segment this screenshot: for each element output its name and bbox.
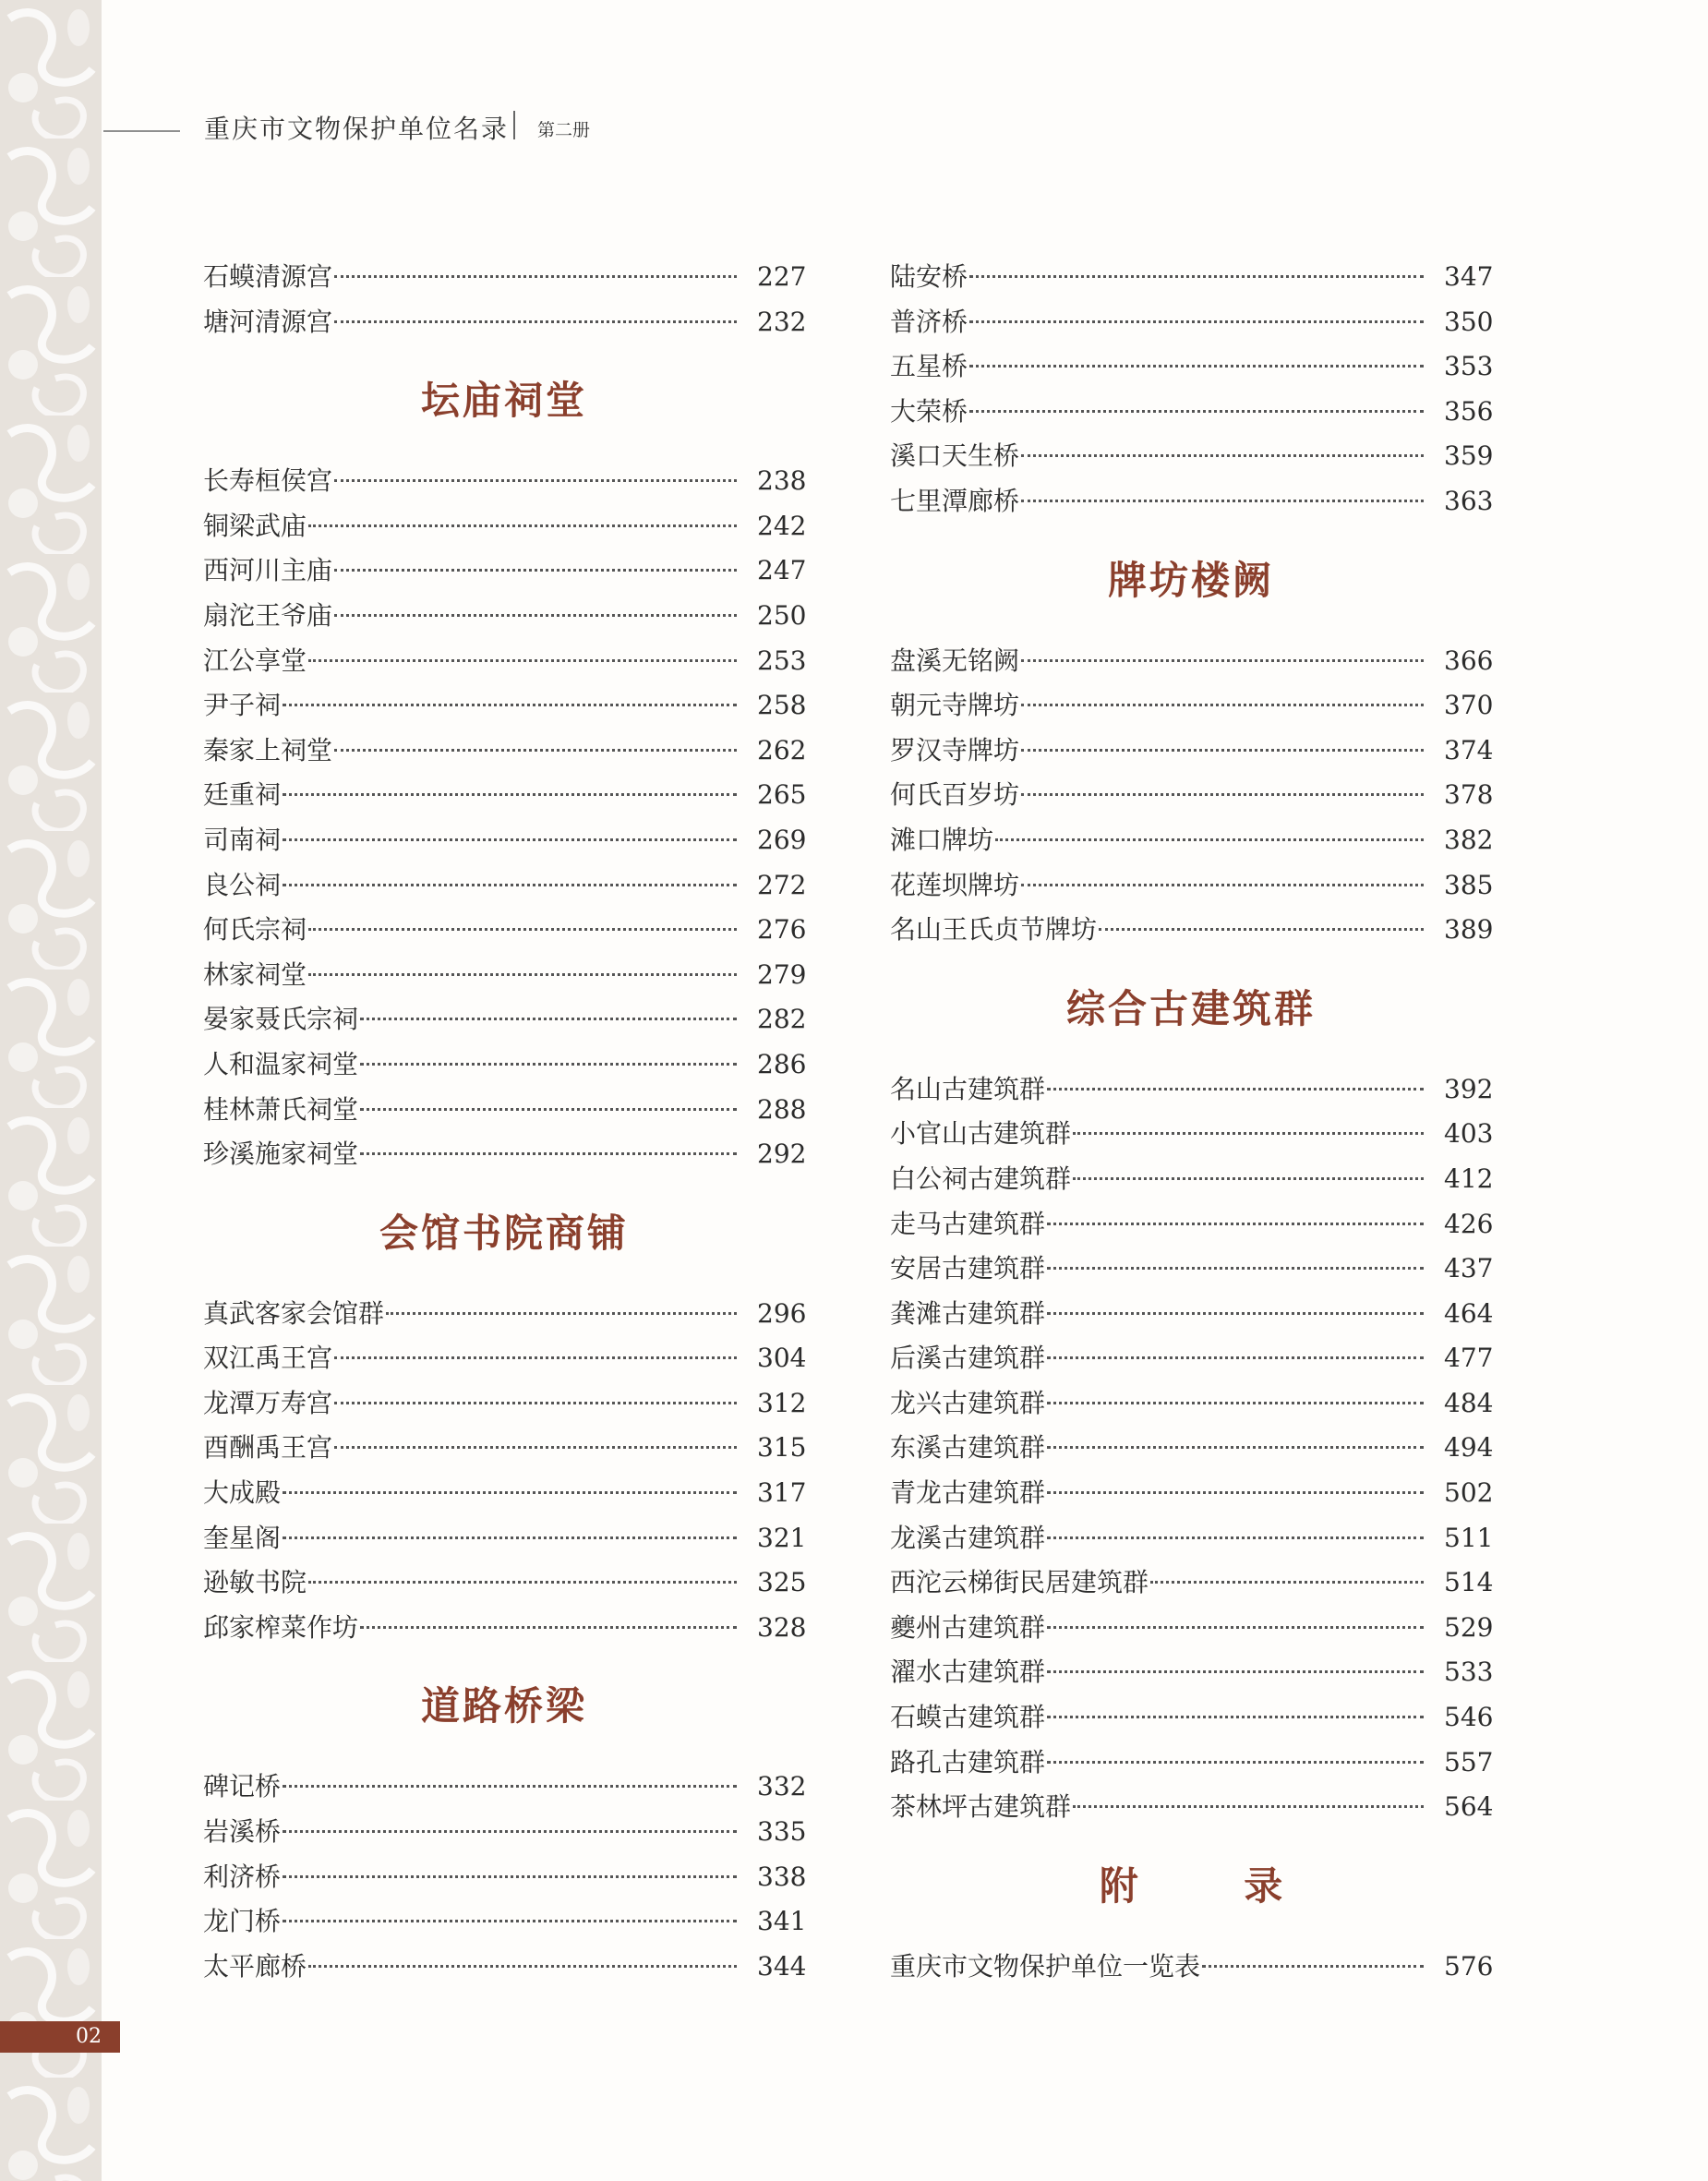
toc-entry-title: 真武客家会馆群 — [203, 1297, 385, 1329]
toc-entry[interactable] — [203, 594, 805, 639]
toc-entry-title: 良公祠 — [203, 869, 282, 900]
toc-entry-page: 374 — [1444, 734, 1494, 765]
dot-leader — [1021, 500, 1424, 502]
header-separator — [513, 111, 515, 139]
toc-entry-page: 385 — [1444, 869, 1494, 900]
dot-leader — [1047, 1446, 1424, 1449]
toc-entry[interactable] — [203, 548, 805, 594]
toc-entry[interactable] — [890, 1471, 1492, 1516]
toc-entry-page: 276 — [757, 914, 807, 946]
dot-leader — [308, 524, 737, 527]
dot-leader — [283, 1536, 737, 1539]
toc-entry-page: 564 — [1444, 1791, 1494, 1823]
section-heading: 牌坊楼阙 — [1107, 557, 1274, 603]
toc-entry[interactable] — [203, 1765, 805, 1810]
toc-entry-title: 龙兴古建筑群 — [890, 1387, 1046, 1418]
toc-entry-page: 477 — [1444, 1343, 1494, 1374]
toc-entry[interactable] — [890, 1516, 1492, 1561]
toc-entry-title: 碑记桥 — [203, 1771, 282, 1802]
dot-leader — [334, 320, 737, 323]
dot-leader — [334, 1356, 737, 1359]
toc-entry[interactable] — [203, 1381, 805, 1427]
toc-entry-page: 484 — [1444, 1387, 1494, 1418]
toc-entry-title: 人和温家祠堂 — [203, 1048, 359, 1079]
page-number: 02 — [76, 2025, 102, 2048]
toc-entry-page: 370 — [1444, 690, 1494, 721]
toc-entry-page: 403 — [1444, 1118, 1494, 1150]
toc-entry-title: 奎星阁 — [203, 1522, 282, 1553]
toc-entry[interactable] — [890, 479, 1492, 524]
volume-label: 第二册 — [537, 120, 591, 140]
toc-entry-page: 347 — [1444, 261, 1494, 292]
dot-leader — [1073, 1805, 1424, 1808]
toc-entry-page: 258 — [757, 690, 807, 721]
toc-entry-page: 279 — [757, 958, 807, 990]
toc-entry-page: 238 — [757, 465, 807, 497]
toc-entry[interactable] — [890, 818, 1492, 863]
toc-entry[interactable] — [890, 1650, 1492, 1695]
toc-entry-page: 359 — [1444, 440, 1494, 472]
toc-entry-title: 长寿桓侯宫 — [203, 465, 333, 497]
dot-leader — [1047, 1267, 1424, 1270]
toc-entry-page: 576 — [1444, 1950, 1494, 1982]
toc-entry-title: 龚滩古建筑群 — [890, 1297, 1046, 1329]
toc-entry-page: 533 — [1444, 1657, 1494, 1688]
dot-leader — [334, 749, 737, 752]
toc-entry-title: 普济桥 — [890, 306, 968, 337]
toc-entry-page: 344 — [757, 1950, 807, 1982]
toc-entry[interactable] — [890, 1945, 1492, 1990]
toc-entry-page: 341 — [757, 1906, 807, 1937]
dot-leader — [308, 659, 737, 662]
toc-entry[interactable] — [890, 1112, 1492, 1157]
toc-entry-title: 双江禹王宫 — [203, 1343, 333, 1374]
toc-entry-page: 502 — [1444, 1477, 1494, 1509]
section-heading: 道路桥梁 — [420, 1683, 587, 1729]
toc-entry[interactable] — [203, 818, 805, 863]
dot-leader — [283, 704, 737, 706]
toc-entry[interactable] — [890, 255, 1492, 300]
toc-entry-page: 529 — [1444, 1611, 1494, 1643]
dot-leader — [969, 275, 1424, 278]
toc-entry-page: 389 — [1444, 914, 1494, 946]
toc-entry-title: 后溪古建筑群 — [890, 1343, 1046, 1374]
toc-entry-page: 227 — [757, 261, 807, 292]
dot-leader — [308, 928, 737, 931]
toc-entry-title: 青龙古建筑群 — [890, 1477, 1046, 1509]
toc-entry[interactable] — [203, 1426, 805, 1471]
toc-entry[interactable] — [890, 1067, 1492, 1113]
toc-entry-page: 332 — [757, 1771, 807, 1802]
toc-entry-title: 西沱云梯街民居建筑群 — [890, 1567, 1149, 1598]
toc-entry-title: 东溪古建筑群 — [890, 1432, 1046, 1464]
dot-leader — [334, 569, 737, 572]
toc-entry-page: 272 — [757, 869, 807, 900]
dot-leader — [283, 1875, 737, 1878]
dot-leader — [360, 1152, 737, 1155]
toc-entry-title: 走马古建筑群 — [890, 1208, 1046, 1239]
toc-entry-title: 龙门桥 — [203, 1906, 282, 1937]
toc-entry[interactable] — [890, 863, 1492, 909]
toc-entry-title: 太平廊桥 — [203, 1950, 307, 1982]
toc-entry-title: 塘河清源宫 — [203, 306, 333, 337]
toc-entry-page: 286 — [757, 1048, 807, 1079]
toc-entry-title: 七里潭廊桥 — [890, 485, 1020, 516]
toc-entry-page: 304 — [757, 1343, 807, 1374]
toc-entry-page: 317 — [757, 1477, 807, 1509]
dot-leader — [995, 838, 1424, 841]
toc-entry-page: 232 — [757, 306, 807, 337]
toc-right-column — [890, 255, 1492, 1989]
dot-leader — [334, 479, 737, 482]
dot-leader — [1021, 704, 1424, 706]
toc-entry-title: 秦家上祠堂 — [203, 734, 333, 765]
toc-entry-page: 321 — [757, 1522, 807, 1553]
toc-entry-page: 382 — [1444, 824, 1494, 855]
book-title: 重庆市文物保护单位名录 — [204, 114, 510, 144]
toc-entry-title: 滩口牌坊 — [890, 824, 994, 855]
toc-entry-title: 龙溪古建筑群 — [890, 1522, 1046, 1553]
toc-entry[interactable] — [203, 1088, 805, 1133]
dot-leader — [308, 1581, 737, 1584]
toc-entry-title: 罗汉寺牌坊 — [890, 734, 1020, 765]
header-rule — [103, 130, 180, 132]
toc-entry-title: 濯水古建筑群 — [890, 1657, 1046, 1688]
dot-leader — [283, 1830, 737, 1833]
dot-leader — [1202, 1965, 1424, 1968]
toc-entry[interactable] — [890, 1381, 1492, 1427]
dot-leader — [969, 320, 1424, 323]
toc-entry-page: 325 — [757, 1567, 807, 1598]
toc-entry[interactable] — [203, 953, 805, 998]
dot-leader — [1021, 454, 1424, 457]
toc-entry-title: 何氏宗祠 — [203, 914, 307, 946]
dot-leader — [1047, 1536, 1424, 1539]
toc-entry-title: 司南祠 — [203, 824, 282, 855]
section-heading: 综合古建筑群 — [1065, 985, 1316, 1031]
floral-pattern-icon — [0, 0, 102, 2181]
toc-entry-title: 石蟆清源宫 — [203, 261, 333, 292]
dot-leader — [308, 1965, 737, 1968]
toc-entry[interactable] — [890, 434, 1492, 479]
dot-leader — [334, 1402, 737, 1404]
section-heading: 附 录 — [1099, 1862, 1329, 1909]
toc-entry-title: 大荣桥 — [890, 395, 968, 427]
toc-entry[interactable] — [203, 1336, 805, 1381]
toc-entry[interactable] — [203, 1516, 805, 1561]
toc-entry-title: 路孔古建筑群 — [890, 1746, 1046, 1777]
page-number-badge — [0, 2021, 120, 2053]
toc-entry-page: 412 — [1444, 1163, 1494, 1194]
toc-entry-title: 利济桥 — [203, 1861, 282, 1892]
toc-entry[interactable] — [890, 1426, 1492, 1471]
dot-leader — [1047, 1223, 1424, 1225]
toc-entry-title: 名山古建筑群 — [890, 1073, 1046, 1104]
toc-entry-page: 366 — [1444, 645, 1494, 676]
toc-entry[interactable] — [890, 390, 1492, 435]
toc-entry-page: 350 — [1444, 306, 1494, 337]
dot-leader — [1047, 1626, 1424, 1629]
toc-entry-page: 356 — [1444, 395, 1494, 427]
toc-entry-page: 247 — [757, 555, 807, 586]
toc-entry[interactable] — [890, 639, 1492, 684]
toc-entry-title: 安居古建筑群 — [890, 1253, 1046, 1284]
dot-leader — [1021, 659, 1424, 662]
toc-entry-page: 557 — [1444, 1746, 1494, 1777]
toc-entry[interactable] — [890, 1560, 1492, 1606]
dot-leader — [1047, 1761, 1424, 1764]
toc-entry-title: 逊敏书院 — [203, 1567, 307, 1598]
toc-entry-title: 晏家聂氏宗祠 — [203, 1004, 359, 1035]
toc-entry-page: 262 — [757, 734, 807, 765]
toc-entry[interactable] — [203, 1132, 805, 1177]
toc-entry-title: 龙潭万寿宫 — [203, 1387, 333, 1418]
dot-leader — [1150, 1581, 1424, 1584]
toc-entry[interactable] — [203, 997, 805, 1042]
toc-entry[interactable] — [890, 1247, 1492, 1292]
toc-entry-page: 353 — [1444, 351, 1494, 382]
dot-leader — [283, 1785, 737, 1788]
toc-entry[interactable] — [890, 729, 1492, 774]
toc-entry-page: 253 — [757, 645, 807, 676]
toc-entry-title: 大成殿 — [203, 1477, 282, 1509]
toc-entry-title: 小官山古建筑群 — [890, 1118, 1072, 1150]
toc-entry-page: 328 — [757, 1611, 807, 1643]
toc-entry-page: 296 — [757, 1297, 807, 1329]
toc-entry-page: 292 — [757, 1139, 807, 1170]
toc-entry[interactable] — [890, 1202, 1492, 1247]
toc-entry-title: 五星桥 — [890, 351, 968, 382]
toc-entry-title: 林家祠堂 — [203, 958, 307, 990]
toc-entry-page: 514 — [1444, 1567, 1494, 1598]
toc-entry[interactable] — [203, 1042, 805, 1088]
dot-leader — [360, 1018, 737, 1020]
toc-entry[interactable] — [203, 1945, 805, 1990]
toc-entry-page: 265 — [757, 779, 807, 811]
toc-entry-page: 242 — [757, 510, 807, 541]
dot-leader — [1047, 1716, 1424, 1718]
dot-leader — [283, 1920, 737, 1922]
toc-entry[interactable] — [890, 1741, 1492, 1786]
toc-entry-page: 392 — [1444, 1073, 1494, 1104]
dot-leader — [1047, 1088, 1424, 1090]
toc-entry[interactable] — [203, 1471, 805, 1516]
toc-entry-title: 廷重祠 — [203, 779, 282, 811]
toc-entry[interactable] — [203, 639, 805, 684]
toc-entry-page: 363 — [1444, 485, 1494, 516]
toc-entry-page: 546 — [1444, 1702, 1494, 1733]
toc-entry-title: 西河川主庙 — [203, 555, 333, 586]
dot-leader — [1047, 1491, 1424, 1494]
section-heading: 坛庙祠堂 — [420, 378, 587, 424]
toc-entry[interactable] — [203, 773, 805, 818]
toc-entry-title: 重庆市文物保护单位一览表 — [890, 1950, 1201, 1982]
toc-entry-title: 桂林萧氏祠堂 — [203, 1093, 359, 1125]
toc-entry[interactable] — [890, 300, 1492, 345]
dot-leader — [1073, 1132, 1424, 1135]
toc-entry-title: 石蟆古建筑群 — [890, 1702, 1046, 1733]
toc-entry-page: 437 — [1444, 1253, 1494, 1284]
toc-entry[interactable] — [203, 1560, 805, 1606]
toc-entry-page: 315 — [757, 1432, 807, 1464]
toc-entry-page: 282 — [757, 1004, 807, 1035]
toc-entry-title: 朝元寺牌坊 — [890, 690, 1020, 721]
section-heading: 会馆书院商铺 — [379, 1210, 629, 1256]
dot-leader — [360, 1626, 737, 1629]
toc-entry[interactable] — [890, 773, 1492, 818]
toc-entry-title: 陆安桥 — [890, 261, 968, 292]
toc-entry-title: 珍溪施家祠堂 — [203, 1139, 359, 1170]
toc-entry[interactable] — [203, 504, 805, 549]
toc-entry[interactable] — [203, 729, 805, 774]
dot-leader — [283, 838, 737, 841]
toc-entry[interactable] — [890, 1157, 1492, 1202]
toc-entry-title: 岩溪桥 — [203, 1816, 282, 1848]
toc-entry-title: 溪口天生桥 — [890, 440, 1020, 472]
toc-entry-page: 511 — [1444, 1522, 1494, 1553]
toc-entry-page: 250 — [757, 599, 807, 631]
toc-entry-page: 288 — [757, 1093, 807, 1125]
toc-entry-title: 邱家榨菜作坊 — [203, 1611, 359, 1643]
toc-entry[interactable] — [203, 863, 805, 909]
toc-entry-page: 338 — [757, 1861, 807, 1892]
toc-entry[interactable] — [890, 683, 1492, 729]
toc-entry[interactable] — [890, 344, 1492, 390]
dot-leader — [308, 973, 737, 976]
dot-leader — [360, 1108, 737, 1111]
toc-entry[interactable] — [203, 908, 805, 953]
toc-entry[interactable] — [203, 459, 805, 504]
dot-leader — [334, 1446, 737, 1449]
toc-entry-title: 夔州古建筑群 — [890, 1611, 1046, 1643]
toc-entry-title: 江公享堂 — [203, 645, 307, 676]
dot-leader — [360, 1063, 737, 1066]
dot-leader — [1021, 884, 1424, 886]
dot-leader — [283, 1491, 737, 1494]
toc-entry-title: 何氏百岁坊 — [890, 779, 1020, 811]
dot-leader — [334, 275, 737, 278]
toc-entry[interactable] — [203, 300, 805, 345]
toc-entry-page: 312 — [757, 1387, 807, 1418]
toc-entry[interactable] — [890, 1292, 1492, 1337]
toc-entry[interactable] — [203, 1899, 805, 1945]
toc-entry[interactable] — [203, 1810, 805, 1855]
toc-entry[interactable] — [203, 1292, 805, 1337]
toc-entry-page: 464 — [1444, 1297, 1494, 1329]
toc-entry-title: 茶林坪古建筑群 — [890, 1791, 1072, 1823]
toc-entry[interactable] — [203, 1855, 805, 1900]
toc-entry-page: 494 — [1444, 1432, 1494, 1464]
toc-entry[interactable] — [890, 908, 1492, 953]
dot-leader — [1021, 793, 1424, 796]
toc-left-column — [203, 255, 805, 1989]
toc-entry-title: 盘溪无铭阙 — [890, 645, 1020, 676]
dot-leader — [1047, 1312, 1424, 1315]
dot-leader — [1047, 1402, 1424, 1404]
toc-entry-page: 335 — [757, 1816, 807, 1848]
toc-entry[interactable] — [203, 683, 805, 729]
dot-leader — [1047, 1670, 1424, 1673]
toc-entry[interactable] — [890, 1606, 1492, 1651]
toc-entry-title: 扇沱王爷庙 — [203, 599, 333, 631]
toc-entry-title: 名山王氏贞节牌坊 — [890, 914, 1098, 946]
toc-entry-page: 426 — [1444, 1208, 1494, 1239]
dot-leader — [1047, 1356, 1424, 1359]
toc-entry[interactable] — [203, 255, 805, 300]
dot-leader — [1073, 1177, 1424, 1180]
toc-entry-title: 尹子祠 — [203, 690, 282, 721]
toc-entry[interactable] — [203, 1606, 805, 1651]
toc-entry-title: 铜梁武庙 — [203, 510, 307, 541]
toc-entry-title: 花莲坝牌坊 — [890, 869, 1020, 900]
toc-entry-title: 酉酬禹王宫 — [203, 1432, 333, 1464]
toc-entry-page: 269 — [757, 824, 807, 855]
dot-leader — [283, 884, 737, 886]
decorative-margin-band — [0, 0, 102, 2181]
toc-entry-title: 白公祠古建筑群 — [890, 1163, 1072, 1194]
dot-leader — [969, 410, 1424, 413]
toc-entry-page: 378 — [1444, 779, 1494, 811]
dot-leader — [334, 614, 737, 617]
dot-leader — [969, 365, 1424, 368]
toc-entry[interactable] — [890, 1336, 1492, 1381]
toc-entry[interactable] — [890, 1695, 1492, 1741]
dot-leader — [283, 793, 737, 796]
dot-leader — [386, 1312, 737, 1315]
dot-leader — [1021, 749, 1424, 752]
dot-leader — [1099, 928, 1424, 931]
toc-entry[interactable] — [890, 1785, 1492, 1830]
